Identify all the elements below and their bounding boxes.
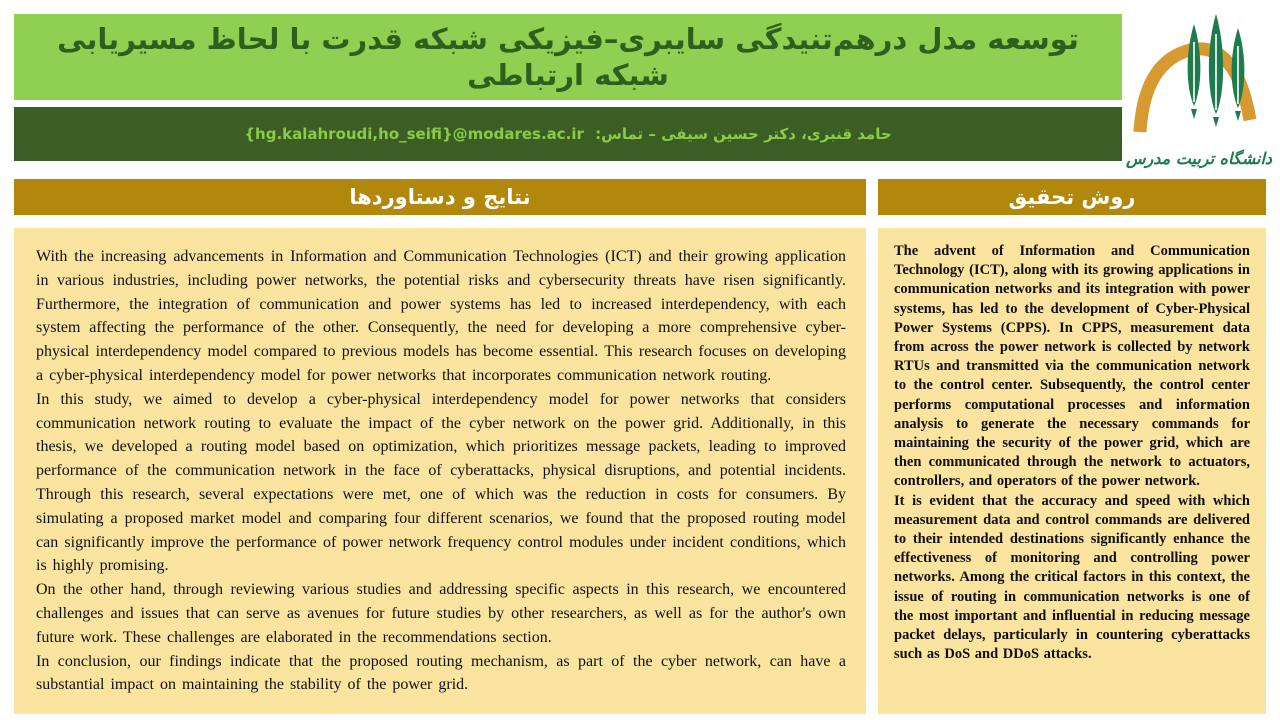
author-banner	[14, 107, 1122, 161]
results-paragraph: On the other hand, through reviewing various studies and addressing specific aspects in this research, we encountered challenges and issues that can serve as avenues for future studies by other researchers, as well as for the author's own future work. These challenges are elaborated in the recommendations section.	[36, 581, 846, 646]
authors-line	[244, 125, 891, 143]
results-panel-body	[14, 228, 866, 714]
results-paragraph: In this study, we aimed to develop a cyber-physical interdependency model for power networks that considers communication network routing to evaluate the impact of the cyber network on the power grid. Additionally, in this thesis, we developed a routing model based on optimization, which prioritizes message packets, leading to improved performance of the communication network in the face of cyberattacks, physical disruptions, and potential incidents. Through this research, several expectations were met, one of which was the reduction in costs for consumers. By simulating a proposed market model and comparing four different scenarios, we found that the proposed routing model can significantly improve the performance of power network frequency control modules under incident conditions, which is highly promising.	[36, 390, 846, 575]
method-panel-title: روش تحقیق	[1008, 185, 1136, 209]
method-panel-header	[878, 179, 1266, 215]
method-paragraph: It is evident that the accuracy and speed with which measurement data and control commands are delivered to their intended destinations significantly enhance the effectiveness of monitoring and controlling power networks. Among the critical factors in this context, the issue of routing in communication networks is one of the most important and influential in reducing message packet delays, particularly in countering cyberattacks such as DoS and DDoS attacks.	[894, 492, 1250, 663]
university-logo-caption: دانشگاه تربیت مدرس	[1125, 149, 1273, 168]
contact-email: {hg.kalahroudi,ho_seifi}@modares.ac.ir	[244, 125, 584, 143]
authors-names: حامد قنبری، دکتر حسین سیفی – تماس:	[595, 125, 892, 143]
results-panel-header	[14, 179, 866, 215]
university-logo-icon	[1122, 2, 1276, 170]
title-banner	[14, 14, 1122, 100]
method-panel-body	[878, 228, 1266, 714]
results-paragraph: With the increasing advancements in Information and Communication Technologies (ICT) and their growing application in various industries, including power networks, the potential risks and cybersecurity threats have risen significantly. Furthermore, the integration of communication and power systems has led to increased interdependency, with each system affecting the performance of the other. Consequently, the need for developing a more comprehensive cyber-physical interdependency model compared to previous models has become essential. This research focuses on developing a cyber-physical interdependency model for power networks that incorporates communication network routing.	[36, 248, 846, 384]
results-panel-title: نتایج و دستاوردها	[349, 185, 531, 209]
university-logo	[1122, 2, 1276, 170]
results-paragraph: In conclusion, our findings indicate that the proposed routing mechanism, as part of the cyber network, can have a substantial impact on maintaining the stability of the power grid.	[36, 652, 846, 694]
poster-title: توسعه مدل درهم‌تنیدگی سایبری–فیزیکی شبکه قدرت با لحاظ مسیریابی شبکه ارتباطی	[57, 21, 1079, 92]
method-paragraph: The advent of Information and Communication Technology (ICT), along with its growing applications in communication networks and its integration with power systems, has led to the development of Cyber-Physical Power Systems (CPPS). In CPPS, measurement data from across the power network is collected by network RTUs and transmitted via the communication network to the control center. Subsequently, the control center performs computational processes and information analysis to generate the necessary commands for maintaining the security of the power grid, which are then communicated through the network to actuators, controllers, and operators of the power network.	[894, 243, 1250, 490]
